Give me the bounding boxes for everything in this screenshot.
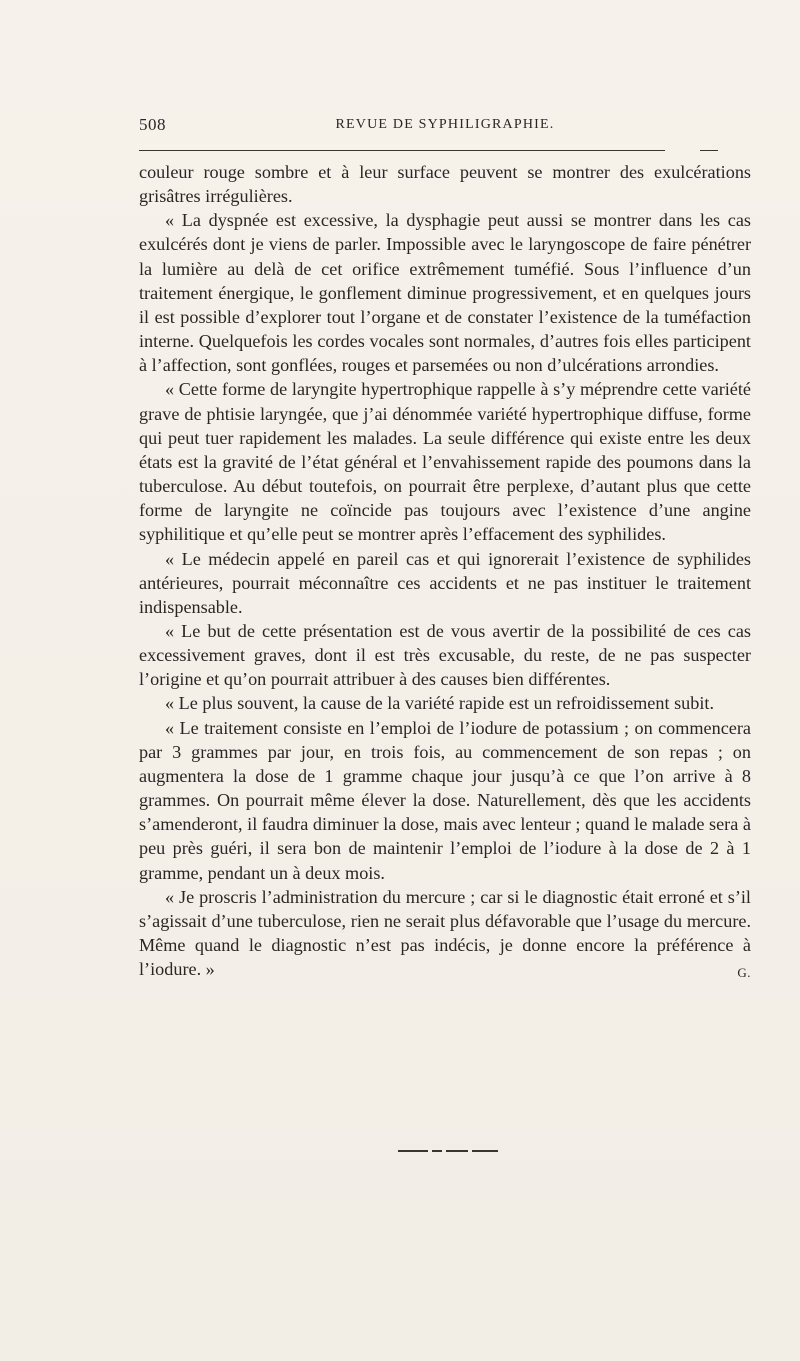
paragraph-cause: « Le plus souvent, la cause de la variété rapide est un refroidissement subit. (165, 693, 714, 714)
page-header (139, 115, 751, 137)
header-rule-stub (700, 150, 718, 151)
paragraph-purpose: « Le but de cette présentation est de vous avertir de la possibilité de ces cas excessivement graves, dont il est très excusable, du reste, de ne pas suspecter l’origine et qu’on pourrait attribuer à des causes bien différentes. (139, 620, 751, 690)
paragraph-treatment: « Le traitement consiste en l’emploi de l’iodure de potassium ; on commencera par 3 grammes par jour, en trois fois, au commencement de son repas ; on augmentera la dose de 1 gramme chaque jour jusqu’à ce que l’on arrive à 8 grammes. On pourrait même élever la dose. Naturellement, dès que les accidents s’amenderont, il faudra diminuer la dose, mais avec lenteur ; quand le malade sera à peu près guéri, il sera bon de maintenir l’emploi de l’iodure à la dose de 2 à 1 gramme, pendant un à deux mois. (139, 717, 751, 883)
article-body (139, 160, 751, 985)
paragraph-laryngitis-form: « Cette forme de laryngite hypertrophique rappelle à s’y méprendre cette variété grave de phtisie laryngée, que j’ai dénommée variété hypertrophique diffuse, forme qui peut tuer rapidement les malades. La seule différence qui existe entre les deux états est la gravité de l’état général et l’envahissement rapide des poumons dans la tuberculose. Au début toutefois, on pourrait être perplexe, d’autant plus que cette forme de laryngite ne coïncide pas toujours avec l’existence d’une angine syphilitique et qu’elle peut se montrer après l’effacement des syphilides. (139, 379, 751, 545)
paragraph-mercury (139, 885, 751, 982)
paragraph-mercury-text: « Je proscris l’administration du mercure ; car si le diagnostic était erroné et s’il s’agissait d’une tuberculose, rien ne serait plus défavorable que l’usage du mercure. Même quand le diagnostic n’est pas indécis, je donne encore la préférence à l’iodure. » (139, 886, 751, 980)
running-title: REVUE DE SYPHILIGRAPHIE. (335, 117, 555, 132)
header-rule (139, 150, 665, 151)
author-signature: G. (737, 965, 751, 981)
page-number: 508 (139, 115, 166, 134)
end-ornament (398, 1150, 498, 1154)
paragraph-continuation: couleur rouge sombre et à leur surface peuvent se montrer des exulcérations grisâtres irrégulières. (139, 162, 751, 207)
paragraph-dyspnea: « La dyspnée est excessive, la dysphagie peut aussi se montrer dans les cas exulcérés dont je viens de parler. Impossible avec le laryngoscope de faire pénétrer la lumière au delà de cet orifice extrêmement tuméfié. Sous l’influence d’un traitement énergique, le gonflement diminue progressivement, et en quelques jours il est possible d’explorer tout l’organe et de constater l’existence de la tuméfaction interne. Quelquefois les cordes vocales sont normales, d’autres fois elles participent à l’affection, sont gonflées, rouges et parsemées ou non d’ulcérations arrondies. (139, 210, 751, 376)
paragraph-physician: « Le médecin appelé en pareil cas et qui ignorerait l’existence de syphilides antérieures, pourrait méconnaître ces accidents et ne pas instituer le traitement indispensable. (139, 548, 751, 617)
